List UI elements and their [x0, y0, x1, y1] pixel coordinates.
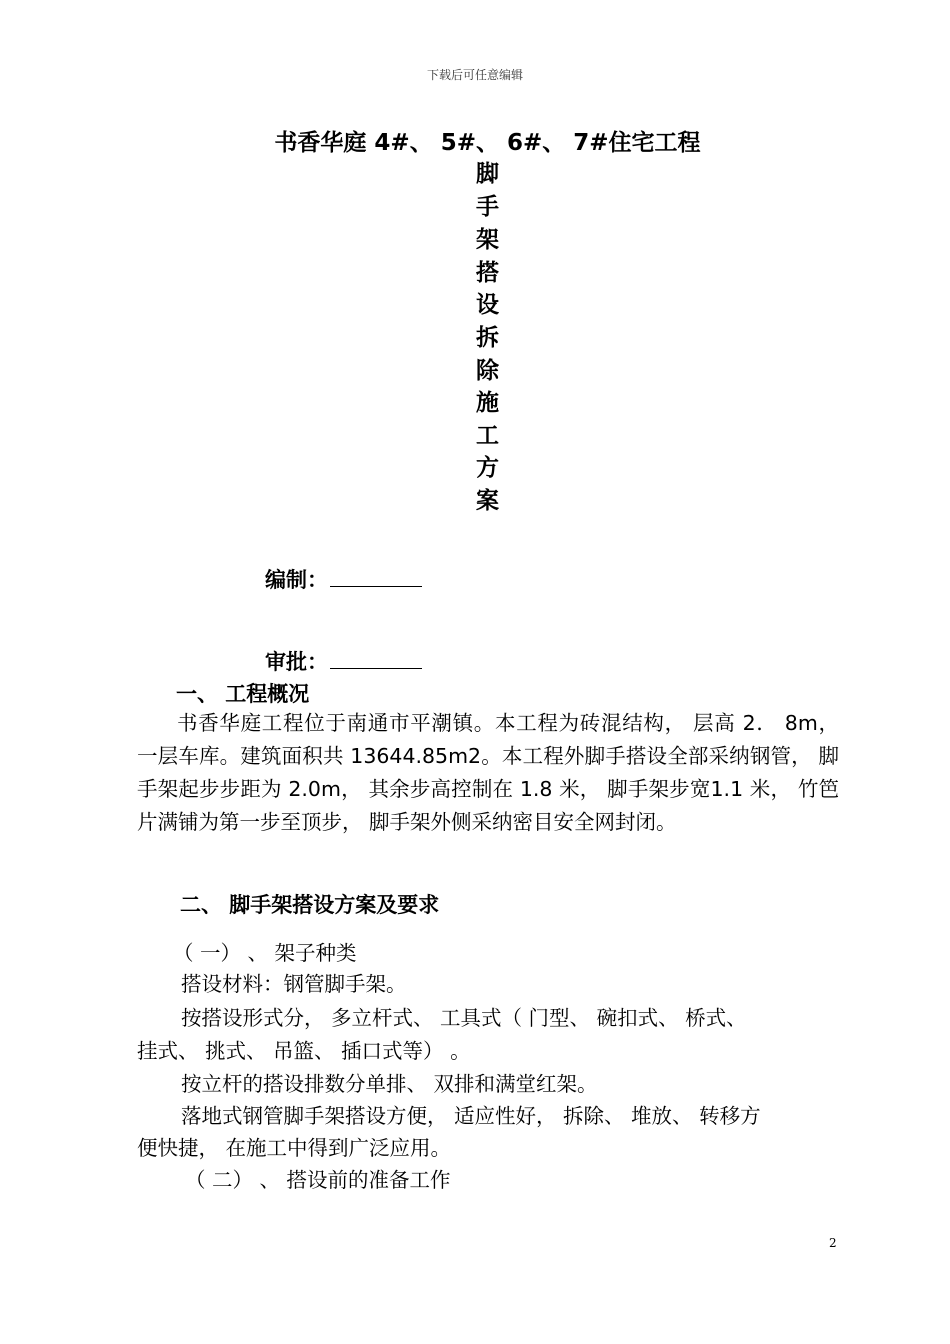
section-2-heading: 二、 脚手架搭设方案及要求	[180, 893, 440, 917]
approver-blank-line	[330, 648, 422, 669]
vertical-title-char: 案	[476, 488, 499, 514]
form-line-2: 挂式、 挑式、 吊篮、 插口式等） 。	[137, 1039, 471, 1063]
page-number: 2	[829, 1236, 837, 1250]
vertical-title-char: 脚	[476, 161, 499, 187]
section-1-paragraph: 书香华庭工程位于南通市平潮镇。本工程为砖混结构， 层高 2． 8m， 一层车库。建筑面积共 13644.85m2。本工程外脚手搭设全部采纳钢管， 脚手架起步步距为 2.0m， 其余步高控制在 1.8 米， 脚手架步宽1.1 米， 竹笆片满铺为第一步至顶步， 脚手架外侧采纳密目安全网封闭。	[137, 711, 839, 834]
row-types-line: 按立杆的搭设排数分单排、 双排和满堂红架。	[181, 1072, 598, 1096]
vertical-title-char: 施	[476, 390, 499, 416]
material-line: 搭设材料：钢管脚手架。	[181, 972, 407, 996]
document-title: 书香华庭 4#、 5#、 6#、 7#住宅工程	[274, 130, 701, 156]
vertical-title-char: 拆	[476, 325, 499, 351]
compiler-blank-line	[330, 566, 422, 587]
section-1-heading: 一、 工程概况	[176, 682, 310, 706]
subsection-2-heading: （ 二） 、 搭设前的准备工作	[185, 1168, 451, 1192]
vertical-title-char: 搭	[476, 260, 499, 286]
vertical-title-char: 方	[476, 455, 499, 481]
page-header-note: 下载后可任意编辑	[426, 68, 523, 82]
compiler-label: 编制：	[265, 568, 328, 592]
vertical-title-char: 设	[476, 292, 499, 318]
approver-label: 审批：	[265, 650, 328, 674]
vertical-title-char: 手	[476, 194, 499, 220]
compiler-signature	[265, 564, 422, 594]
floor-scaffold-line-2: 便快捷， 在施工中得到广泛应用。	[137, 1136, 452, 1160]
subsection-1-heading: （ 一） 、 架子种类	[173, 941, 357, 965]
vertical-title-char: 除	[476, 358, 499, 384]
approver-signature	[265, 646, 422, 676]
form-line-1: 按搭设形式分， 多立杆式、 工具式（ 门型、 碗扣式、 桥式、	[181, 1006, 747, 1030]
floor-scaffold-line-1: 落地式钢管脚手架搭设方便， 适应性好， 拆除、 堆放、 转移方	[181, 1104, 761, 1128]
vertical-title-char: 工	[476, 423, 499, 449]
vertical-title-char: 架	[476, 227, 499, 253]
